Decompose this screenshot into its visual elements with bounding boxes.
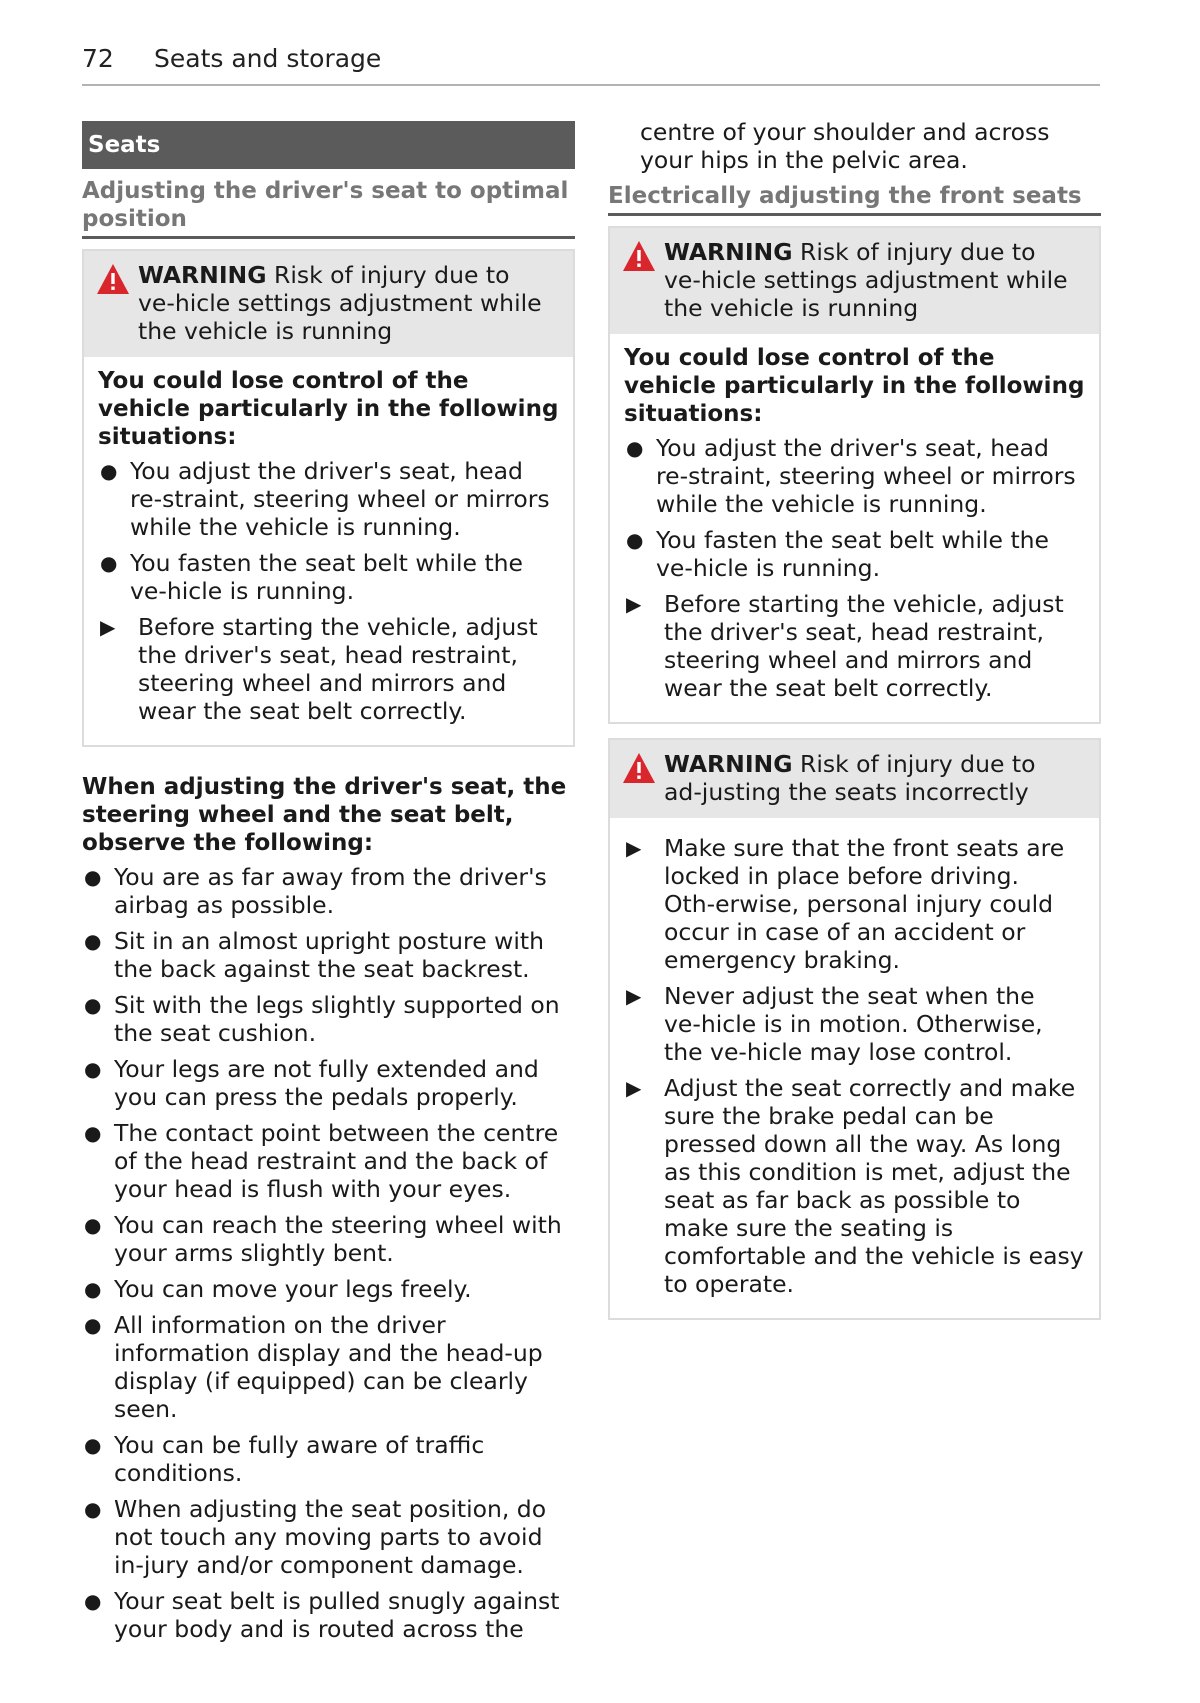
- list-item: ● You can be fully aware of traffic conditions.: [84, 1431, 485, 1487]
- warning-label: WARNING: [138, 261, 267, 289]
- bullet-icon: ●: [84, 1213, 102, 1237]
- list-item: ● Your seat belt is pulled snugly against your body and is routed across the: [84, 1587, 560, 1643]
- bullet-icon: ●: [84, 1277, 102, 1301]
- bullet-icon: ●: [84, 1057, 102, 1081]
- bullet-icon: ●: [84, 865, 102, 889]
- page-number: 72: [82, 44, 114, 73]
- section-title: Seats: [82, 121, 575, 169]
- warning-label: WARNING: [664, 238, 793, 266]
- list-item: ● All information on the driver information display and the head‑up display (if equipped) can be clearly seen.: [84, 1311, 543, 1423]
- list-item: ● When adjusting the seat position, do not touch any moving parts to avoid in‑jury and/or component damage.: [84, 1495, 547, 1579]
- warning-list: [98, 457, 559, 725]
- warning-header: [610, 740, 1099, 818]
- list-item: ● You adjust the driver's seat, head re‑straint, steering wheel or mirrors while the vehicle is running.: [100, 457, 550, 541]
- list-item: ● Your legs are not fully extended and you can press the pedals properly.: [84, 1055, 539, 1111]
- warning-lead: You could lose control of the vehicle particularly in the following situations:: [98, 368, 559, 450]
- chapter-title: Seats and storage: [154, 44, 382, 73]
- action-item: ▶ Before starting the vehicle, adjust the driver's seat, head restraint, steering wheel and mirrors and wear the seat belt correctly.: [100, 613, 538, 725]
- right-column: [608, 118, 1101, 1320]
- warning-triangle-icon: [622, 752, 656, 784]
- list-item: ● The contact point between the centre of the head restraint and the back of your head is flush with your eyes.: [84, 1119, 559, 1203]
- action-item: ▶ Never adjust the seat when the ve‑hicle is in motion. Otherwise, the ve‑hicle may lose control.: [626, 982, 1043, 1066]
- list-item: ● Sit in an almost upright posture with the back against the seat backrest.: [84, 927, 544, 983]
- arrow-right-icon: ▶: [626, 984, 642, 1008]
- left-column: [82, 121, 575, 1651]
- warning-title: Risk of injury due to ve‑hicle settings adjustment while the vehicle is running: [664, 238, 1068, 322]
- warning-title: Risk of injury due to ve‑hicle settings adjustment while the vehicle is running: [138, 261, 542, 345]
- list-item: ● You can reach the steering wheel with your arms slightly bent.: [84, 1211, 562, 1267]
- list-item: ● You can move your legs freely.: [84, 1275, 472, 1303]
- observe-intro: When adjusting the driver's seat, the steering wheel and the seat belt, observe the following:: [82, 774, 567, 856]
- continuation-text: centre of your shoulder and across your hips in the pelvic area.: [640, 118, 1050, 174]
- subheading-driver-seat: Adjusting the driver's seat to optimal position: [82, 169, 575, 239]
- list-item: ● You fasten the seat belt while the ve‑hicle is running.: [626, 526, 1050, 582]
- bullet-icon: ●: [626, 528, 644, 552]
- bullet-icon: ●: [84, 1121, 102, 1145]
- bullet-icon: ●: [84, 1589, 102, 1613]
- bullet-icon: ●: [84, 1313, 102, 1337]
- bullet-icon: ●: [100, 551, 118, 575]
- warning-body: [84, 357, 573, 745]
- bullet-icon: ●: [84, 1497, 102, 1521]
- warning-header: [84, 251, 573, 357]
- warning-body: [610, 334, 1099, 722]
- warning-lead: You could lose control of the vehicle particularly in the following situations:: [624, 345, 1085, 427]
- bullet-icon: ●: [84, 929, 102, 953]
- action-item: ▶ Adjust the seat correctly and make sure the brake pedal can be pressed down all the way. As long as this condition is met, adjust the seat as far back as possible to make sure the seating is comfortable and the vehicle is easy to operate.: [626, 1074, 1084, 1298]
- warning-triangle-icon: [96, 263, 130, 295]
- warning-action-list: [624, 834, 1085, 1298]
- arrow-right-icon: ▶: [626, 592, 642, 616]
- warning-body: [610, 818, 1099, 1318]
- warning-header: [610, 228, 1099, 334]
- action-item: ▶ Make sure that the front seats are locked in place before driving. Oth‑erwise, personal injury could occur in case of an accident or emergency braking.: [626, 834, 1065, 974]
- bullet-icon: ●: [626, 436, 644, 460]
- warning-box-vehicle-running: [608, 226, 1101, 724]
- arrow-right-icon: ▶: [626, 1076, 642, 1100]
- warning-triangle-icon: [622, 240, 656, 272]
- list-item: ● Sit with the legs slightly supported on the seat cushion.: [84, 991, 560, 1047]
- arrow-right-icon: ▶: [626, 836, 642, 860]
- list-item: ● You are as far away from the driver's airbag as possible.: [84, 863, 547, 919]
- arrow-right-icon: ▶: [100, 615, 116, 639]
- list-item: ● You adjust the driver's seat, head re‑straint, steering wheel or mirrors while the vehicle is running.: [626, 434, 1076, 518]
- page-header: [82, 44, 1100, 86]
- subheading-electric-seats: Electrically adjusting the front seats: [608, 174, 1101, 216]
- action-item: ▶ Before starting the vehicle, adjust the driver's seat, head restraint, steering wheel and mirrors and wear the seat belt correctly.: [626, 590, 1064, 702]
- bullet-icon: ●: [84, 1433, 102, 1457]
- warning-label: WARNING: [664, 750, 793, 778]
- observe-list: [82, 863, 575, 1643]
- warning-box-seat-adjustment: [608, 738, 1101, 1320]
- bullet-icon: ●: [100, 459, 118, 483]
- bullet-icon: ●: [84, 993, 102, 1017]
- warning-title: Risk of injury due to ad‑justing the seats incorrectly: [664, 750, 1036, 806]
- warning-box-vehicle-running: [82, 249, 575, 747]
- list-item: ● You fasten the seat belt while the ve‑hicle is running.: [100, 549, 524, 605]
- warning-list: [624, 434, 1085, 702]
